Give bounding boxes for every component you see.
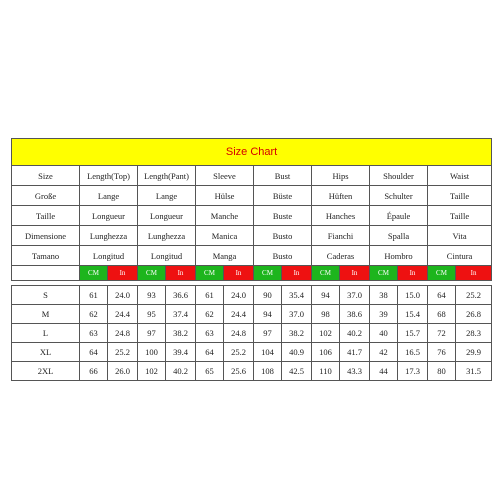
measurement-cell: 62	[80, 305, 108, 324]
size-chart-body	[12, 139, 492, 381]
row-label: Große	[12, 186, 80, 206]
label-row	[12, 166, 492, 186]
measurement-cell: 40.9	[282, 343, 312, 362]
measurement-cell: 37.0	[340, 286, 370, 305]
measurement-cell: 38.6	[340, 305, 370, 324]
measurement-cell: 41.7	[340, 343, 370, 362]
measurement-cell: 64	[80, 343, 108, 362]
column-header: Shoulder	[370, 166, 428, 186]
column-header: Lange	[80, 186, 138, 206]
size-label: L	[12, 324, 80, 343]
column-header: Vita	[428, 226, 492, 246]
measurement-cell: 38.2	[166, 324, 196, 343]
measurement-cell: 24.4	[224, 305, 254, 324]
unit-cm-badge: CM	[80, 266, 108, 281]
column-header: Büste	[254, 186, 312, 206]
measurement-cell: 95	[138, 305, 166, 324]
chart-title: Size Chart	[12, 139, 492, 166]
column-header: Hülse	[196, 186, 254, 206]
column-header: Lunghezza	[80, 226, 138, 246]
unit-row	[12, 266, 492, 281]
measurement-cell: 61	[80, 286, 108, 305]
measurement-cell: 35.4	[282, 286, 312, 305]
column-header: Manche	[196, 206, 254, 226]
column-header: Lunghezza	[138, 226, 196, 246]
row-label: Tamano	[12, 246, 80, 266]
title-row	[12, 139, 492, 166]
column-header: Fianchi	[312, 226, 370, 246]
measurement-cell: 97	[254, 324, 282, 343]
measurement-cell: 40.2	[340, 324, 370, 343]
measurement-cell: 24.8	[224, 324, 254, 343]
measurement-cell: 24.4	[108, 305, 138, 324]
column-header: Caderas	[312, 246, 370, 266]
measurement-cell: 25.2	[108, 343, 138, 362]
measurement-cell: 28.3	[456, 324, 492, 343]
size-label: S	[12, 286, 80, 305]
measurement-cell: 26.8	[456, 305, 492, 324]
measurement-cell: 108	[254, 362, 282, 381]
measurement-cell: 100	[138, 343, 166, 362]
size-row	[12, 305, 492, 324]
column-header: Length(Top)	[80, 166, 138, 186]
column-header: Hips	[312, 166, 370, 186]
size-row	[12, 362, 492, 381]
measurement-cell: 104	[254, 343, 282, 362]
unit-row-spacer	[12, 266, 80, 281]
measurement-cell: 106	[312, 343, 340, 362]
measurement-cell: 39	[370, 305, 398, 324]
measurement-cell: 63	[80, 324, 108, 343]
unit-cm-badge: CM	[370, 266, 398, 281]
column-header: Longueur	[138, 206, 196, 226]
measurement-cell: 102	[138, 362, 166, 381]
unit-cm-badge: CM	[254, 266, 282, 281]
size-label: 2XL	[12, 362, 80, 381]
column-header: Manga	[196, 246, 254, 266]
measurement-cell: 102	[312, 324, 340, 343]
measurement-cell: 37.0	[282, 305, 312, 324]
measurement-cell: 15.0	[398, 286, 428, 305]
measurement-cell: 24.0	[108, 286, 138, 305]
measurement-cell: 36.6	[166, 286, 196, 305]
column-header: Taille	[428, 186, 492, 206]
column-header: Longitud	[80, 246, 138, 266]
measurement-cell: 39.4	[166, 343, 196, 362]
measurement-cell: 40.2	[166, 362, 196, 381]
measurement-cell: 72	[428, 324, 456, 343]
size-row	[12, 286, 492, 305]
measurement-cell: 98	[312, 305, 340, 324]
size-row	[12, 343, 492, 362]
measurement-cell: 15.7	[398, 324, 428, 343]
measurement-cell: 93	[138, 286, 166, 305]
label-row	[12, 226, 492, 246]
column-header: Buste	[254, 206, 312, 226]
column-header: Schulter	[370, 186, 428, 206]
measurement-cell: 43.3	[340, 362, 370, 381]
measurement-cell: 64	[196, 343, 224, 362]
measurement-cell: 62	[196, 305, 224, 324]
column-header: Busto	[254, 226, 312, 246]
measurement-cell: 25.6	[224, 362, 254, 381]
unit-cm-badge: CM	[312, 266, 340, 281]
measurement-cell: 94	[254, 305, 282, 324]
measurement-cell: 38	[370, 286, 398, 305]
column-header: Hanches	[312, 206, 370, 226]
unit-cm-badge: CM	[196, 266, 224, 281]
column-header: Longitud	[138, 246, 196, 266]
column-header: Waist	[428, 166, 492, 186]
unit-cm-badge: CM	[138, 266, 166, 281]
measurement-cell: 37.4	[166, 305, 196, 324]
column-header: Hüften	[312, 186, 370, 206]
label-row	[12, 206, 492, 226]
column-header: Bust	[254, 166, 312, 186]
unit-in-badge: In	[398, 266, 428, 281]
unit-in-badge: In	[224, 266, 254, 281]
unit-cm-badge: CM	[428, 266, 456, 281]
measurement-cell: 110	[312, 362, 340, 381]
column-header: Longueur	[80, 206, 138, 226]
column-header: Épaule	[370, 206, 428, 226]
column-header: Spalla	[370, 226, 428, 246]
measurement-cell: 66	[80, 362, 108, 381]
measurement-cell: 90	[254, 286, 282, 305]
column-header: Hombro	[370, 246, 428, 266]
measurement-cell: 44	[370, 362, 398, 381]
measurement-cell: 24.8	[108, 324, 138, 343]
measurement-cell: 17.3	[398, 362, 428, 381]
unit-in-badge: In	[282, 266, 312, 281]
measurement-cell: 61	[196, 286, 224, 305]
size-row	[12, 324, 492, 343]
measurement-cell: 64	[428, 286, 456, 305]
measurement-cell: 29.9	[456, 343, 492, 362]
column-header: Taille	[428, 206, 492, 226]
measurement-cell: 42.5	[282, 362, 312, 381]
measurement-cell: 25.2	[456, 286, 492, 305]
column-header: Manica	[196, 226, 254, 246]
measurement-cell: 76	[428, 343, 456, 362]
unit-in-badge: In	[108, 266, 138, 281]
unit-in-badge: In	[340, 266, 370, 281]
column-header: Sleeve	[196, 166, 254, 186]
column-header: Lange	[138, 186, 196, 206]
measurement-cell: 26.0	[108, 362, 138, 381]
column-header: Length(Pant)	[138, 166, 196, 186]
measurement-cell: 63	[196, 324, 224, 343]
label-row	[12, 246, 492, 266]
measurement-cell: 16.5	[398, 343, 428, 362]
measurement-cell: 97	[138, 324, 166, 343]
measurement-cell: 24.0	[224, 286, 254, 305]
measurement-cell: 40	[370, 324, 398, 343]
row-label: Size	[12, 166, 80, 186]
unit-in-badge: In	[166, 266, 196, 281]
column-header: Cintura	[428, 246, 492, 266]
row-label: Dimensione	[12, 226, 80, 246]
size-chart-table	[11, 138, 492, 381]
measurement-cell: 31.5	[456, 362, 492, 381]
column-header: Busto	[254, 246, 312, 266]
measurement-cell: 42	[370, 343, 398, 362]
measurement-cell: 15.4	[398, 305, 428, 324]
measurement-cell: 94	[312, 286, 340, 305]
label-row	[12, 186, 492, 206]
measurement-cell: 25.2	[224, 343, 254, 362]
measurement-cell: 38.2	[282, 324, 312, 343]
unit-in-badge: In	[456, 266, 492, 281]
measurement-cell: 65	[196, 362, 224, 381]
size-label: M	[12, 305, 80, 324]
measurement-cell: 80	[428, 362, 456, 381]
measurement-cell: 68	[428, 305, 456, 324]
size-label: XL	[12, 343, 80, 362]
row-label: Taille	[12, 206, 80, 226]
